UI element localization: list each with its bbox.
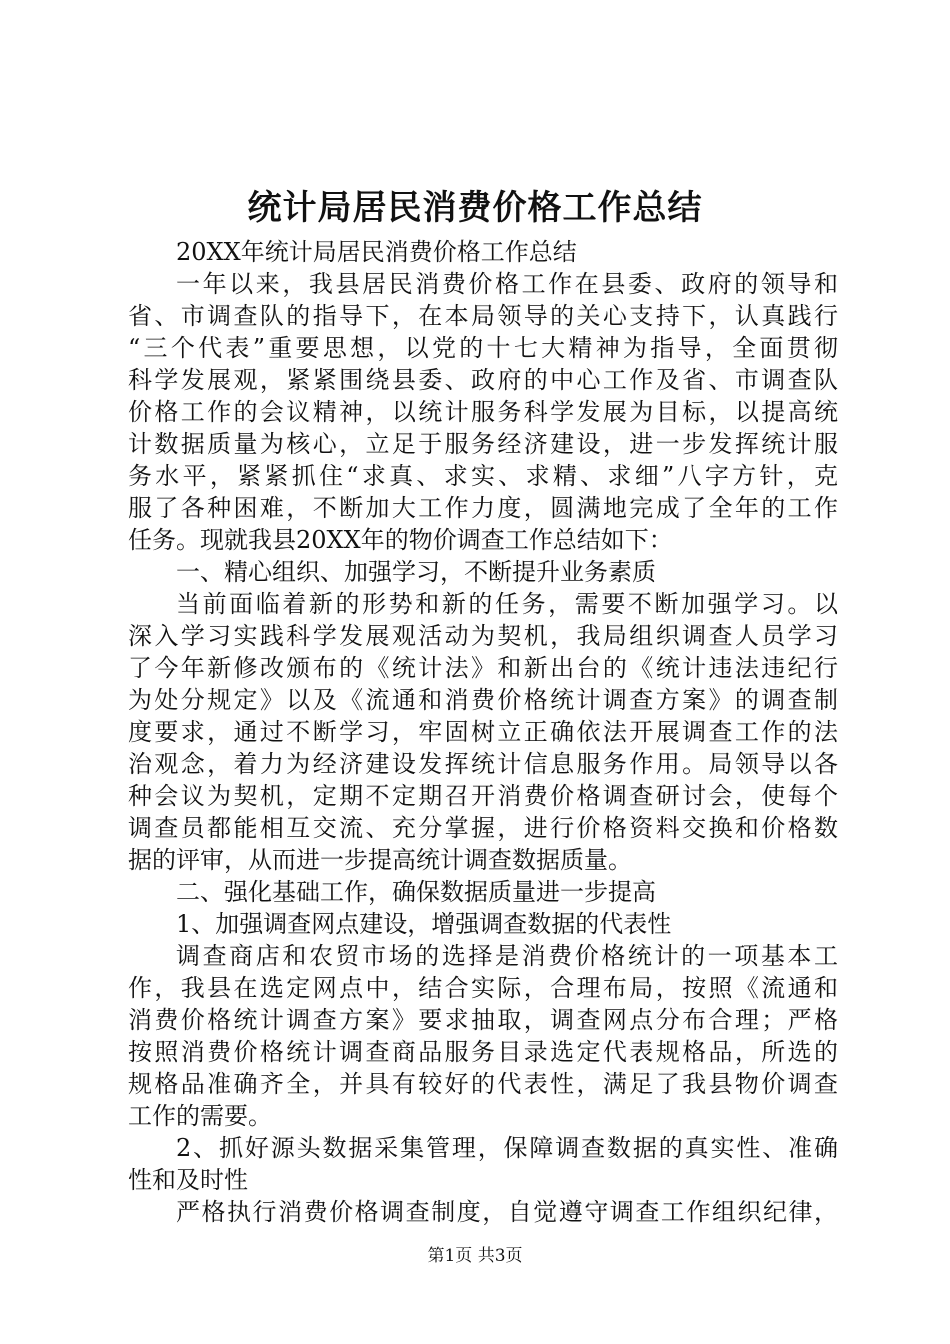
subtitle-line: 20XX年统计局居民消费价格工作总结	[176, 238, 577, 266]
text-line: 当前面临着新的形势和新的任务，需要不断加强学习。以	[176, 590, 838, 618]
document-title: 统计局居民消费价格工作总结	[247, 188, 703, 228]
text-line: 一年以来，我县居民消费价格工作在县委、政府的领导和	[176, 270, 838, 298]
text-line: 科学发展观，紧紧围绕县委、政府的中心工作及省、市调查队	[128, 366, 838, 394]
text-line: 服了各种困难，不断加大工作力度，圆满地完成了全年的工作	[128, 494, 838, 522]
text-line: 按照消费价格统计调查商品服务目录选定代表规格品，所选的	[128, 1038, 838, 1066]
text-line: 了今年新修改颁布的《统计法》和新出台的《统计违法违纪行	[128, 654, 838, 682]
section-heading: 二、强化基础工作，确保数据质量进一步提高	[176, 878, 656, 906]
document-body	[128, 236, 838, 1228]
text-line: 为处分规定》以及《流通和消费价格统计调查方案》的调查制	[128, 686, 838, 714]
text-line: 严格执行消费价格调查制度，自觉遵守调查工作组织纪律，	[176, 1198, 838, 1226]
text-line: 作，我县在选定网点中，结合实际，合理布局，按照《流通和	[128, 974, 838, 1002]
subsection-heading: 2、抓好源头数据采集管理，保障调查数据的真实性、准确	[176, 1134, 838, 1162]
text-line: 工作的需要。	[128, 1102, 272, 1130]
page-number-footer: 第1页 共3页	[427, 1246, 523, 1266]
text-line: 治观念，着力为经济建设发挥统计信息服务作用。局领导以各	[128, 750, 838, 778]
text-line: 消费价格统计调查方案》要求抽取，调查网点分布合理；严格	[128, 1006, 838, 1034]
text-line: 度要求，通过不断学习，牢固树立正确依法开展调查工作的法	[128, 718, 838, 746]
text-line: 调查员都能相互交流、充分掌握，进行价格资料交换和价格数	[128, 814, 838, 842]
subsection-heading: 1、加强调查网点建设，增强调查数据的代表性	[176, 910, 672, 938]
text-line: 省、市调查队的指导下，在本局领导的关心支持下，认真践行	[128, 302, 838, 330]
text-line: 调查商店和农贸市场的选择是消费价格统计的一项基本工	[176, 942, 838, 970]
text-line: 种会议为契机，定期不定期召开消费价格调查研讨会，使每个	[128, 782, 838, 810]
section-heading: 一、精心组织、加强学习，不断提升业务素质	[176, 558, 656, 586]
text-line: 务水平，紧紧抓住“求真、求实、求精、求细”八字方针，克	[128, 462, 838, 490]
text-line: 计数据质量为核心，立足于服务经济建设，进一步发挥统计服	[128, 430, 838, 458]
text-line: 深入学习实践科学发展观活动为契机，我局组织调查人员学习	[128, 622, 838, 650]
subsection-heading: 性和及时性	[128, 1166, 248, 1194]
text-line: 据的评审，从而进一步提高统计调查数据质量。	[128, 846, 632, 874]
text-line: 任务。现就我县20XX年的物价调查工作总结如下：	[128, 526, 673, 554]
text-line: 规格品准确齐全，并具有较好的代表性，满足了我县物价调查	[128, 1070, 838, 1098]
text-line: “三个代表”重要思想，以党的十七大精神为指导，全面贯彻	[128, 334, 838, 362]
text-line: 价格工作的会议精神，以统计服务科学发展为目标，以提高统	[128, 398, 838, 426]
